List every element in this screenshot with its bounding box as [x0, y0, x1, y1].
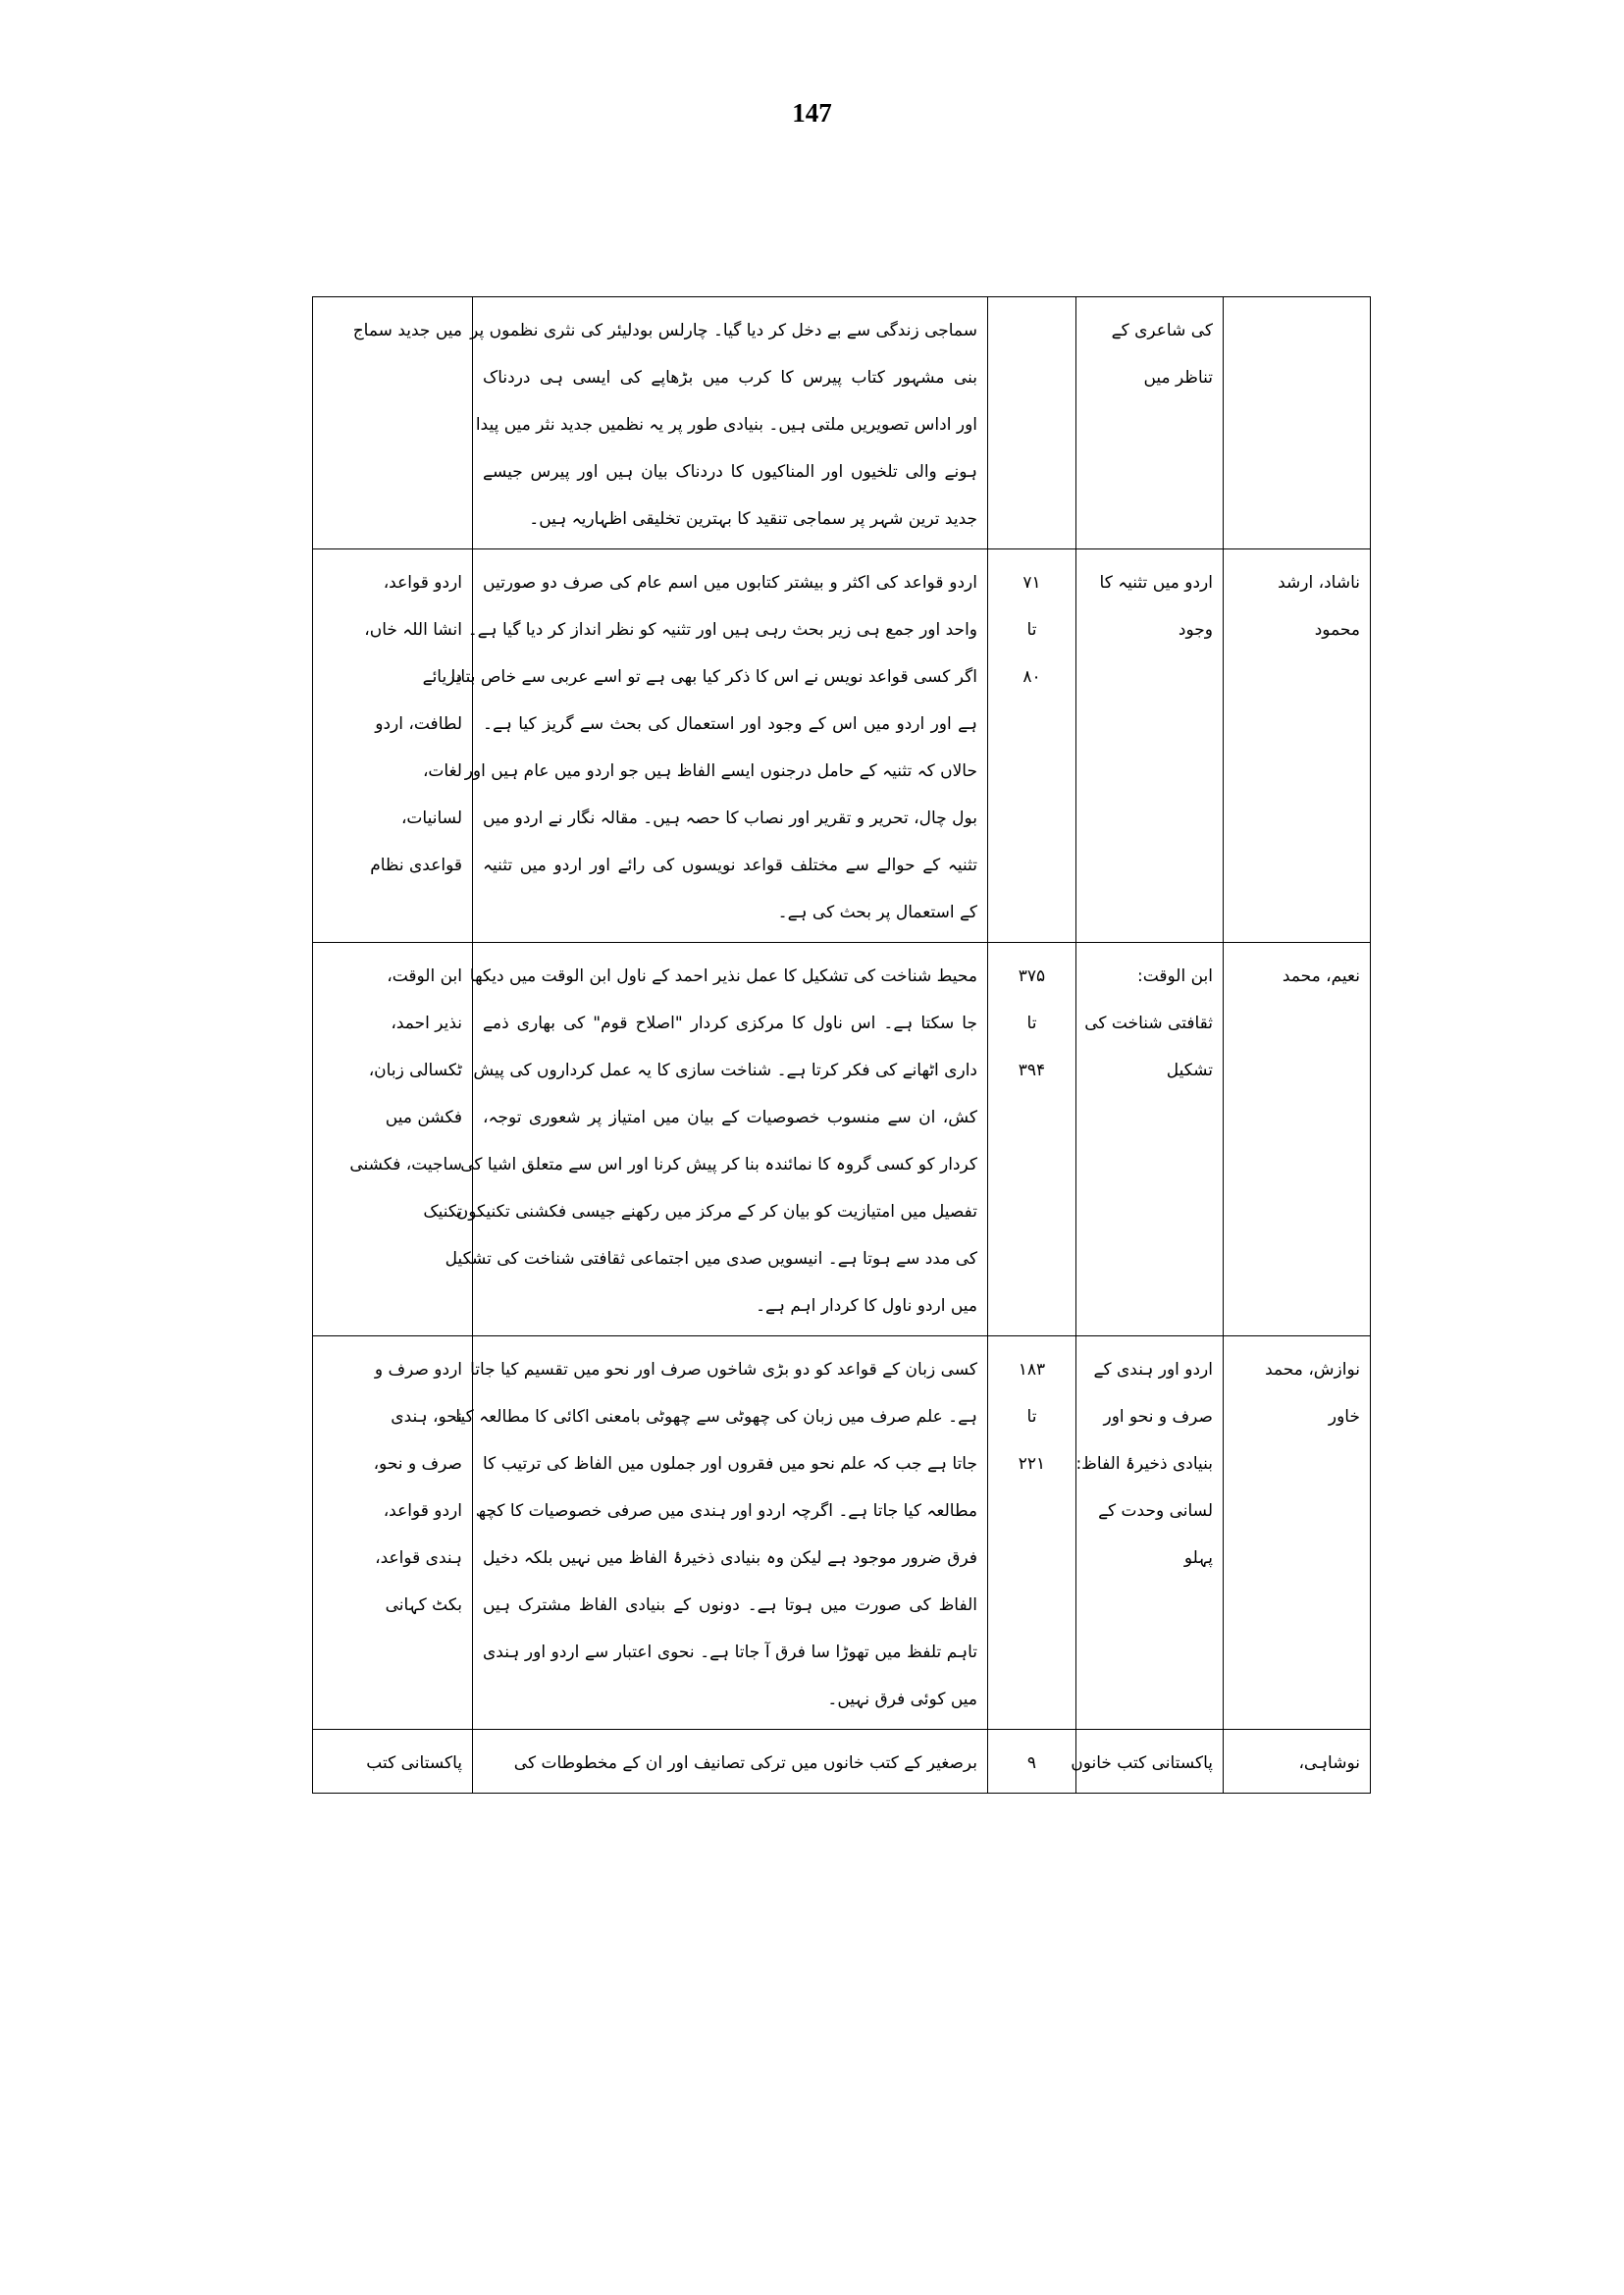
summary-line: جدید ترین شہر پر سماجی تنقید کا بہترین تخلیقی اظہاریہ ہیں۔: [529, 509, 977, 529]
table-row: [313, 549, 1371, 943]
table-row: [313, 943, 1371, 1336]
table-body: [313, 297, 1371, 1794]
title-line: ثقافتی شناخت کی: [1084, 1014, 1213, 1033]
author-line: نوشاہی،: [1298, 1753, 1360, 1773]
summary-line: حالاں کہ تثنیہ کے حامل درجنوں ایسے الفاظ ہیں جو اردو میں عام ہیں اور: [464, 761, 977, 781]
summary-line: جاتا ہے جب کہ علم نحو میں فقروں اور جملوں میں الفاظ کی ترتیب کا: [483, 1454, 977, 1474]
summary-cell: [445, 943, 988, 1336]
keywords-line: صرف و نحو،: [373, 1454, 462, 1474]
keywords-cell: [313, 549, 473, 943]
summary-line: کی مدد سے ہوتا ہے۔ انیسویں صدی میں اجتماعی ثقافتی شناخت کی تشکیل: [445, 1249, 977, 1269]
title-line: بنیادی ذخیرۂ الفاظ:: [1075, 1454, 1213, 1474]
pages-line: تا: [1026, 1407, 1037, 1427]
author-cell: [1224, 297, 1371, 549]
pages-cell: [988, 1336, 1076, 1730]
keywords-cell: [313, 1730, 473, 1794]
summary-line: فرق ضرور موجود ہے لیکن وہ بنیادی ذخیرۂ الفاظ میں نہیں بلکہ دخیل: [483, 1548, 977, 1568]
pages-line: ۷۱: [1022, 573, 1041, 593]
title-line: تشکیل: [1166, 1061, 1213, 1080]
summary-line: تفصیل میں امتیازیت کو بیان کر کے مرکز میں رکھنے جیسی فکشنی تکنیکوں: [455, 1202, 977, 1222]
title-line: اردو اور ہندی کے: [1093, 1360, 1213, 1380]
summary-line: واحد اور جمع ہی زیر بحث رہی ہیں اور تثنیہ کو نظر انداز کر دیا گیا ہے۔: [467, 620, 977, 640]
summary-cell: [470, 297, 988, 549]
pages-line: ۱۸۳: [1018, 1360, 1046, 1380]
keywords-line: تکنیک: [423, 1202, 462, 1222]
title-cell: [1076, 297, 1224, 549]
author-line: ناشاد، ارشد: [1278, 573, 1360, 593]
pages-line: ۸۰: [1022, 667, 1041, 687]
summary-line: داری اٹھانے کی فکر کرتا ہے۔ شناخت سازی کا یہ عمل کرداروں کی پیش: [473, 1061, 977, 1080]
summary-line: بول چال، تحریر و تقریر اور نصاب کا حصہ ہیں۔ مقالہ نگار نے اردو میں: [483, 808, 977, 828]
keywords-line: ہندی قواعد،: [375, 1548, 462, 1568]
table-row: [313, 1730, 1371, 1794]
summary-line: کردار کو کسی گروہ کا نمائندہ بنا کر پیش کرنا اور اس سے متعلق اشیا کی: [460, 1155, 977, 1174]
title-cell: [1076, 943, 1224, 1336]
keywords-line: اردو قواعد،: [383, 573, 462, 593]
summary-line: کش، ان سے منسوب خصوصیات کے بیان میں امتیاز پر شعوری توجہ،: [483, 1108, 977, 1127]
summary-line: الفاظ کی صورت میں ہوتا ہے۔ دونوں کے بنیادی الفاظ مشترک ہیں: [483, 1595, 977, 1615]
title-cell: [1076, 1336, 1224, 1730]
keywords-line: انشا اللہ خاں،: [364, 620, 462, 640]
table-row: [313, 1336, 1371, 1730]
author-cell: [1224, 549, 1371, 943]
summary-line: ہے۔ علم صرف میں زبان کی چھوٹی سے چھوٹی بامعنی اکائی کا مطالعہ کیا: [455, 1407, 977, 1427]
keywords-line: لغات،: [422, 761, 462, 781]
title-line: تناظر میں: [1143, 368, 1213, 388]
keywords-line: دریائے: [422, 667, 462, 687]
summary-line: ہونے والی تلخیوں اور المناکیوں کا دردناک بیان ہیں اور پیرس جیسے: [483, 462, 977, 482]
keywords-line: فکشن میں: [385, 1108, 462, 1127]
keywords-line: ساجیت، فکشنی: [349, 1155, 462, 1174]
summary-line: میں اردو ناول کا کردار اہم ہے۔: [756, 1296, 977, 1316]
title-line: پہلو: [1183, 1548, 1213, 1568]
summary-line: کے استعمال پر بحث کی ہے۔: [777, 903, 977, 922]
pages-cell: [988, 1730, 1076, 1794]
summary-line: اگر کسی قواعد نویس نے اس کا ذکر کیا بھی ہے تو اسے عربی سے خاص بتایا: [450, 667, 977, 687]
keywords-line: نحو، ہندی: [391, 1407, 462, 1427]
pages-line: ۳۷۵: [1018, 966, 1046, 986]
pages-cell: [988, 297, 1076, 549]
keywords-line: بکٹ کہانی: [385, 1595, 462, 1615]
summary-line: جا سکتا ہے۔ اس ناول کا مرکزی کردار "اصلاح قوم" کی بھاری ذمے: [483, 1014, 977, 1033]
title-cell: [1071, 1730, 1224, 1794]
author-line: نعیم، محمد: [1282, 966, 1360, 986]
title-line: کی شاعری کے: [1111, 321, 1213, 340]
summary-line: تاہم تلفظ میں تھوڑا سا فرق آ جاتا ہے۔ نحوی اعتبار سے اردو اور ہندی: [483, 1643, 977, 1662]
keywords-line: لطافت، اردو: [375, 714, 462, 734]
keywords-cell: [313, 1336, 473, 1730]
keywords-line: لسانیات،: [400, 808, 462, 828]
author-line: محمود: [1314, 620, 1360, 640]
pages-line: تا: [1026, 620, 1037, 640]
bibliography-table: [312, 296, 1371, 1794]
keywords-line: قواعدی نظام: [370, 856, 462, 875]
keywords-line: پاکستانی کتب: [366, 1753, 462, 1773]
title-line: وجود: [1178, 620, 1213, 640]
pages-line: تا: [1026, 1014, 1037, 1033]
summary-line: کسی زبان کے قواعد کو دو بڑی شاخوں صرف اور نحو میں تقسیم کیا جاتا: [470, 1360, 977, 1380]
summary-line: سماجی زندگی سے بے دخل کر دیا گیا۔ چارلس بودلیئر کی نثری نظموں پر: [470, 321, 977, 340]
summary-cell: [450, 549, 988, 943]
summary-line: بنی مشہور کتاب پیرس کا کرب میں بڑھاپے کی ایسی ہی دردناک: [483, 368, 977, 388]
keywords-line: میں جدید سماج: [352, 321, 462, 340]
author-cell: [1224, 1730, 1371, 1794]
keywords-line: اردو قواعد،: [383, 1501, 462, 1521]
keywords-line: نذیر احمد،: [391, 1014, 462, 1033]
page-number: 147: [792, 98, 832, 128]
summary-cell: [455, 1336, 988, 1730]
author-cell: [1224, 1336, 1371, 1730]
summary-line: مطالعہ کیا جاتا ہے۔ اگرچہ اردو اور ہندی میں صرفی خصوصیات کا کچھ: [475, 1501, 977, 1521]
author-line: نوازش، محمد: [1265, 1360, 1360, 1380]
summary-line: برصغیر کے کتب خانوں میں ترکی تصانیف اور ان کے مخطوطات کی: [513, 1753, 977, 1773]
pages-cell: [988, 549, 1076, 943]
summary-line: تثنیہ کے حوالے سے مختلف قواعد نویسوں کی رائے اور اردو میں تثنیہ: [483, 856, 977, 875]
title-line: پاکستانی کتب خانوں: [1071, 1753, 1213, 1773]
keywords-line: ابن الوقت،: [387, 966, 462, 986]
keywords-line: اردو صرف و: [374, 1360, 462, 1380]
author-line: خاور: [1328, 1407, 1360, 1427]
keywords-line: ٹکسالی زبان،: [368, 1061, 462, 1080]
summary-line: اردو قواعد کی اکثر و بیشتر کتابوں میں اسم عام کی صرف دو صورتیں: [483, 573, 977, 593]
title-line: لسانی وحدت کے: [1098, 1501, 1213, 1521]
title-line: ابن الوقت:: [1136, 966, 1213, 986]
table-row: [313, 297, 1371, 549]
title-line: صرف و نحو اور: [1103, 1407, 1213, 1427]
pages-line: ۹: [1026, 1753, 1037, 1773]
title-line: اردو میں تثنیہ کا: [1099, 573, 1213, 593]
summary-cell: [473, 1730, 988, 1794]
summary-line: میں کوئی فرق نہیں۔: [827, 1690, 977, 1709]
summary-line: ہے اور اردو میں اس کے وجود اور استعمال کی بحث سے گریز کیا ہے۔: [483, 714, 977, 734]
pages-cell: [988, 943, 1076, 1336]
title-cell: [1076, 549, 1224, 943]
pages-line: ۲۲۱: [1018, 1454, 1046, 1474]
pages-line: ۳۹۴: [1018, 1061, 1046, 1080]
keywords-cell: [313, 297, 473, 549]
summary-line: اور اداس تصویریں ملتی ہیں۔ بنیادی طور پر یہ نظمیں جدید نثر میں پیدا: [475, 415, 977, 435]
summary-line: محیط شناخت کی تشکیل کا عمل نذیر احمد کے ناول ابن الوقت میں دیکھا: [469, 966, 977, 986]
author-cell: [1224, 943, 1371, 1336]
